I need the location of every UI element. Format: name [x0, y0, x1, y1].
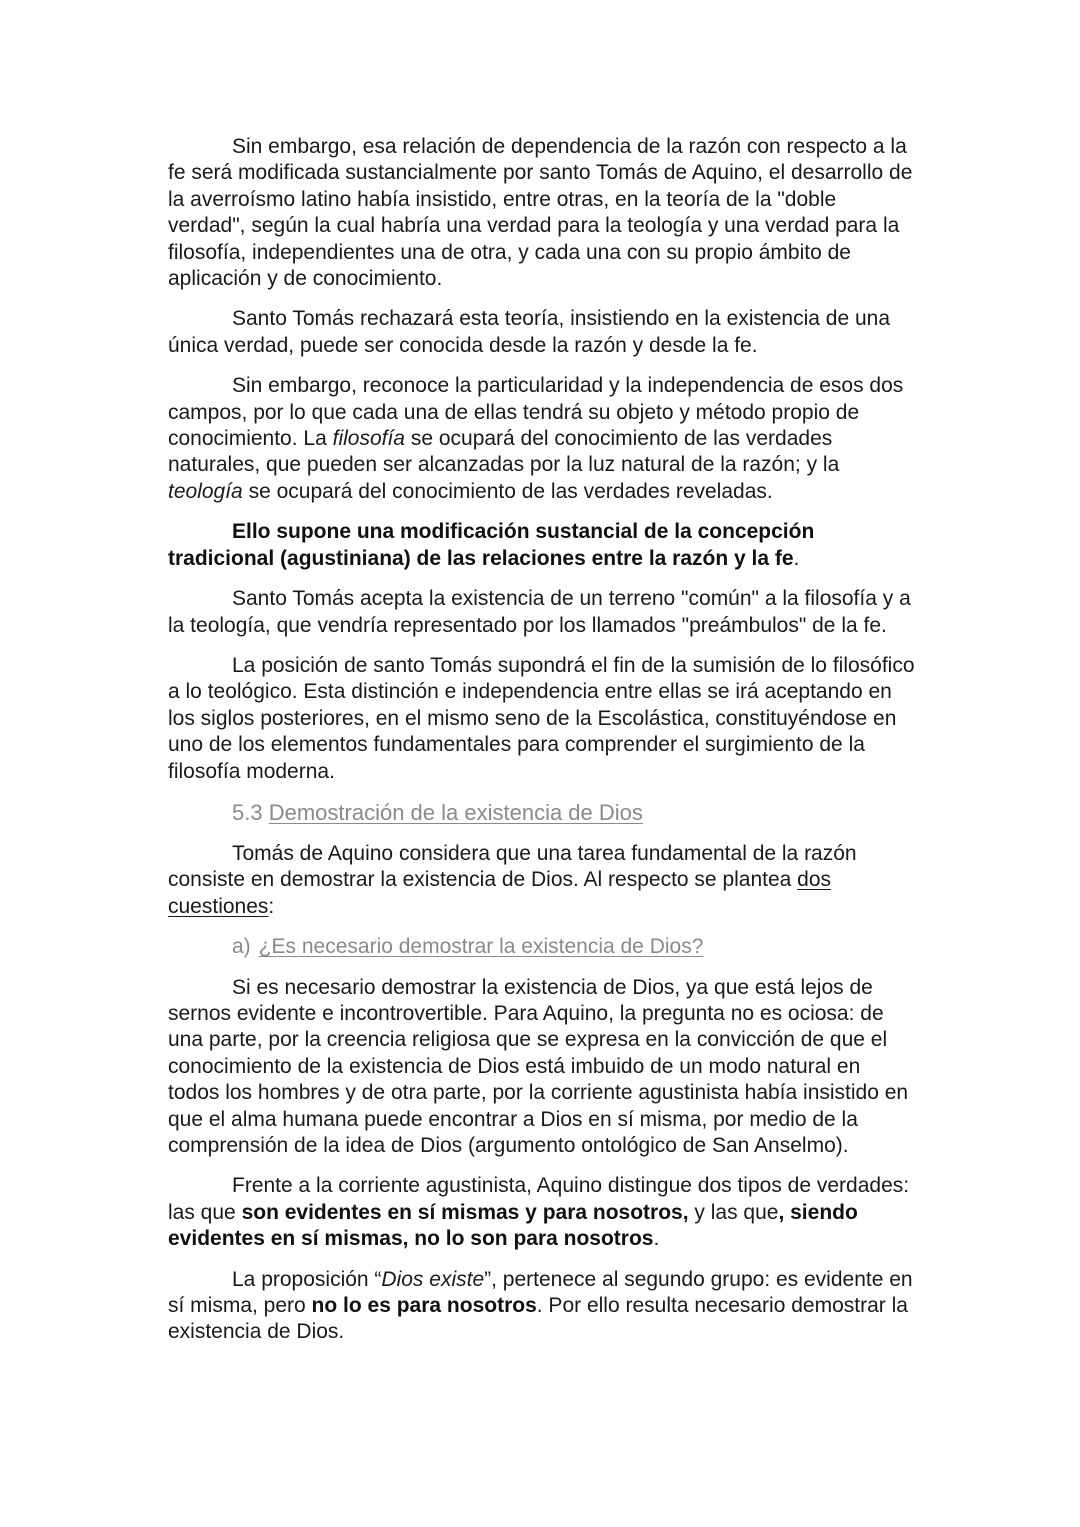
- text-span: ”, pertenece al segundo grupo: es evidente en sí misma, pero: [168, 1267, 913, 1318]
- bold-statement: Ello supone una modificación sustancial de la concepción tradicional (agustiniana) de las relaciones entre la razón y la fe: [168, 520, 815, 570]
- text-span: .: [653, 1227, 660, 1251]
- text-span: :: [268, 894, 275, 918]
- text-span: y las que: [688, 1200, 779, 1224]
- text-span: se ocupará del conocimiento de las verdades naturales, que pueden ser alcanzadas por la luz natural de la razón; y la: [168, 427, 840, 477]
- text-span: Frente a la corriente agustinista, Aquino distingue dos tipos de verdades: las que: [168, 1174, 910, 1224]
- subheading-marker: a): [232, 935, 251, 959]
- section-number: 5.3: [232, 799, 263, 825]
- paragraph-end-of-submission: La posición de santo Tomás supondrá el fin de la sumisión de lo filosófico a lo teológico. Esta distinción e independencia entre ellas se irá aceptando en los siglos posteriores, en el mismo seno de la Escolástica, constituyéndose en uno de los elementos fundamentales para comprender el surgimiento de la filosofía moderna.: [168, 653, 915, 783]
- bold-not-evident-for-us: , siendo evidentes en sí mismas, no lo son para nosotros: [168, 1200, 858, 1251]
- paragraph-independence: [168, 373, 916, 505]
- subheading-question-a: [168, 934, 916, 960]
- section-title: Demostración de la existencia de Dios: [268, 799, 643, 825]
- paragraph-god-exists: [168, 1267, 916, 1346]
- text-span: .: [793, 546, 800, 570]
- paragraph-modification: [168, 519, 916, 572]
- text-span: se ocupará del conocimiento de las verdades reveladas.: [242, 479, 773, 503]
- subheading-title: ¿Es necesario demostrar la existencia de Dios?: [258, 935, 704, 959]
- text-span: Sin embargo, reconoce la particularidad y la independencia de esos dos campos, por lo que cada una de ellas tendrá su objeto y método propio de conocimiento. La: [168, 374, 904, 451]
- paragraph-double-truth: Sin embargo, esa relación de dependencia de la razón con respecto a la fe será modificada sustancialmente por santo Tomás de Aquino, el desarrollo de la averroísmo latino había insistido, entre otras, en la teoría de la "doble verdad", según la cual habría una verdad para la teología y una verdad para la filosofía, independientes una de otra, y cada una con su propio ámbito de aplicación y de conocimiento.: [168, 135, 913, 291]
- paragraph-single-truth: Santo Tomás rechazará esta teoría, insistiendo en la existencia de una única verdad, puede ser conocida desde la razón y desde la fe.: [168, 307, 891, 357]
- italic-theology: teología: [168, 479, 243, 503]
- italic-philosophy: filosofía: [332, 427, 405, 451]
- document-page: [168, 134, 916, 1360]
- paragraph-common-ground: Santo Tomás acepta la existencia de un terreno "común" a la filosofía y a la teología, que vendría representado por los llamados "preámbulos" de la fe.: [168, 587, 911, 637]
- paragraph-necessity: Si es necesario demostrar la existencia de Dios, ya que está lejos de sernos evidente e incontrovertible. Para Aquino, la pregunta no es ociosa: de una parte, por la creencia religiosa que se expresa en la convicción de que el conocimiento de la existencia de Dios está imbuido de un modo natural en todos los hombres y de otra parte, por la corriente agustinista había insistido en que el alma humana puede encontrar a Dios en sí misma, por medio de la comprensión de la idea de Dios (argumento ontológico de San Anselmo).: [168, 975, 909, 1157]
- text-span: La proposición “: [232, 1267, 382, 1291]
- section-heading: [168, 799, 916, 827]
- bold-not-for-us: no lo es para nosotros: [311, 1294, 537, 1318]
- text-span: . Por ello resulta necesario demostrar la existencia de Dios.: [168, 1294, 908, 1344]
- text-span: Tomás de Aquino considera que una tarea fundamental de la razón consiste en demostrar la existencia de Dios. Al respecto se plantea: [168, 841, 857, 892]
- paragraph-two-truths: [168, 1173, 916, 1252]
- italic-dios-existe: Dios existe: [381, 1267, 485, 1291]
- underlined-two-questions: dos cuestiones: [168, 868, 832, 918]
- paragraph-task-of-reason: [168, 841, 916, 920]
- bold-evident-for-us: son evidentes en sí mismas y para nosotros,: [241, 1200, 689, 1224]
